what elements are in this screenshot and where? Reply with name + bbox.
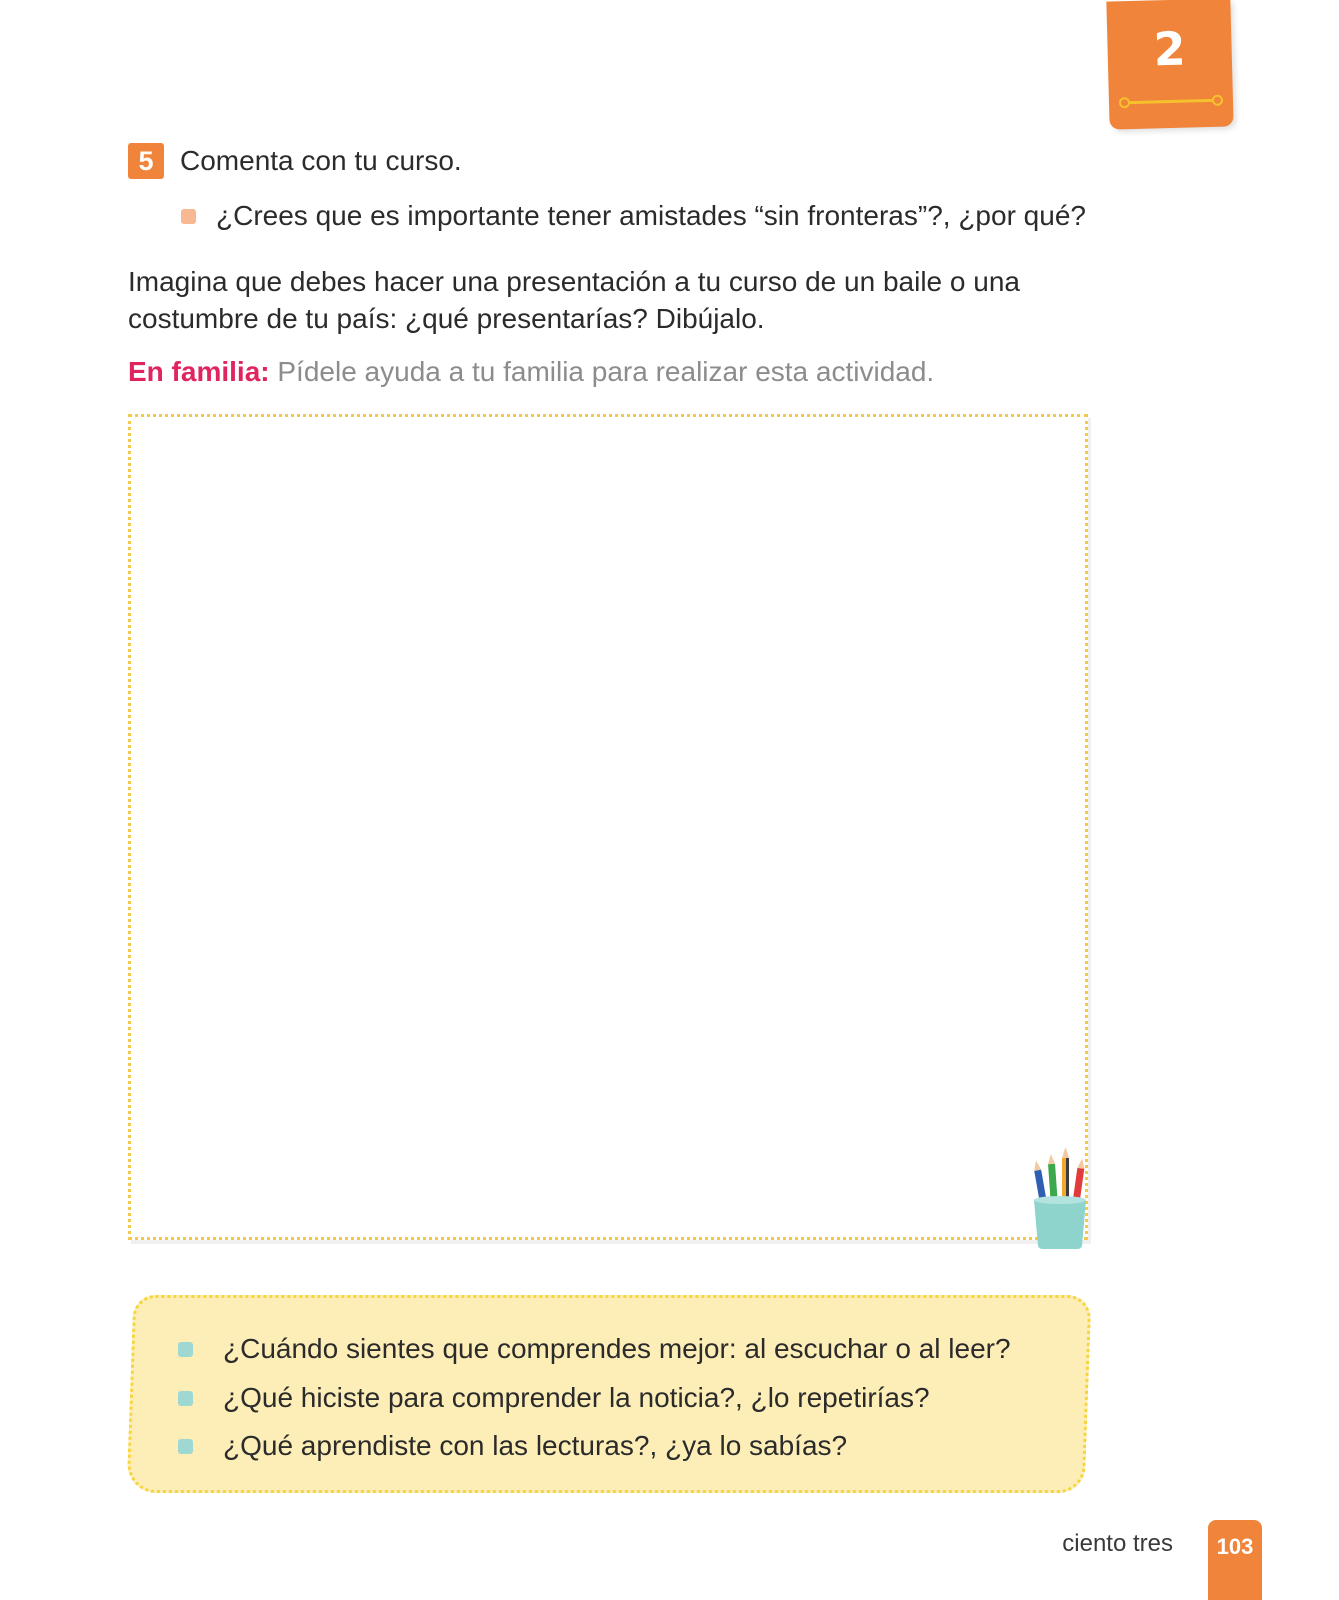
instruction-line-2: costumbre de tu país: ¿qué presentarías? Dibújalo. [128, 303, 765, 334]
activity-question-text: ¿Crees que es importante tener amistades “sin fronteras”?, ¿por qué? [216, 200, 1086, 231]
bullet-icon [178, 1391, 193, 1406]
family-note-text: Pídele ayuda a tu familia para realizar esta actividad. [277, 356, 935, 387]
family-note-label: En familia: [128, 356, 270, 387]
reflection-item-text: ¿Qué aprendiste con las lecturas?, ¿ya lo sabías? [223, 1430, 848, 1461]
reflection-item-text: ¿Cuándo sientes que comprendes mejor: al escuchar o al leer? [223, 1333, 1011, 1364]
unit-number: 2 [1152, 21, 1187, 77]
tab-decoration [1125, 99, 1217, 104]
page-number: 103 [1216, 1534, 1254, 1559]
instruction-paragraph [128, 263, 1088, 337]
drawing-area[interactable] [128, 414, 1088, 1240]
instruction-line-1: Imagina que debes hacer una presentación a tu curso de un baile o una [128, 266, 1020, 297]
reflection-item-1 [178, 1333, 1011, 1365]
unit-tab [1106, 0, 1233, 130]
bullet-icon [181, 209, 196, 224]
page-tab [1208, 1520, 1262, 1600]
pencil-cup-icon [1030, 1142, 1092, 1250]
page-words: ciento tres [1062, 1530, 1173, 1557]
family-note [128, 356, 934, 388]
reflection-item-text: ¿Qué hiciste para comprender la noticia?, ¿lo repetirías? [223, 1382, 930, 1413]
bullet-icon [178, 1439, 193, 1454]
activity-title: Comenta con tu curso. [180, 145, 462, 176]
reflection-item-2 [178, 1382, 930, 1414]
activity-question [181, 200, 1086, 232]
bullet-icon [178, 1342, 193, 1357]
reflection-item-3 [178, 1430, 847, 1462]
activity-header [128, 143, 462, 179]
activity-number: 5 [128, 143, 164, 179]
